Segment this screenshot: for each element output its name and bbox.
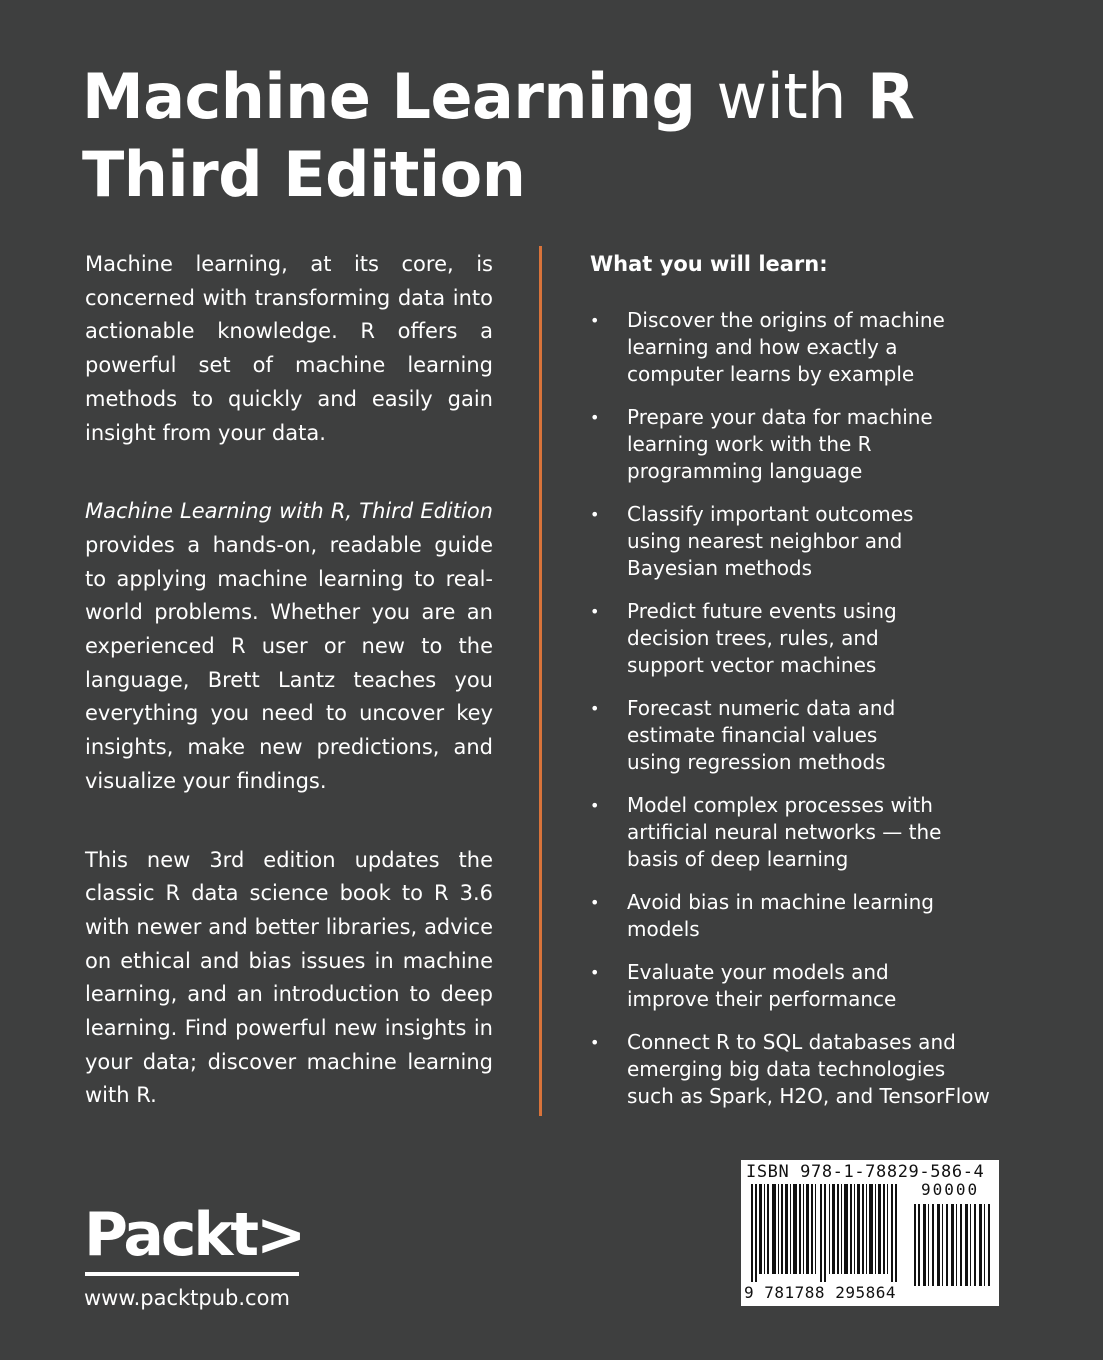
learn-item-line: Connect R to SQL databases and xyxy=(627,1030,956,1054)
barcode-icon xyxy=(751,1184,901,1286)
learn-item xyxy=(590,959,1060,1013)
learn-item xyxy=(590,307,1060,388)
learn-item-line: decision trees, rules, and xyxy=(627,626,879,650)
column-divider xyxy=(539,246,542,1116)
title-line-1 xyxy=(82,58,914,136)
barcode-digits: 9 781788 295864 xyxy=(741,1282,909,1304)
learn-item-line: Bayesian methods xyxy=(627,556,813,580)
learn-item-line: programming language xyxy=(627,459,863,483)
logo-underline xyxy=(85,1272,299,1276)
book-title-italic: Machine Learning with R, Third Edition xyxy=(85,499,493,524)
isbn-barcode xyxy=(741,1160,999,1306)
bullet-icon: • xyxy=(590,311,600,330)
learn-item-line: Model complex processes with xyxy=(627,793,933,817)
learn-item-line: support vector machines xyxy=(627,653,877,677)
learn-item-line: Predict future events using xyxy=(627,599,897,623)
title-with: with xyxy=(716,60,846,133)
learn-heading: What you will learn: xyxy=(590,252,828,276)
learn-item-line: Classify important outcomes xyxy=(627,502,914,526)
learn-item xyxy=(590,792,1060,873)
learn-item xyxy=(590,1029,1060,1110)
isbn-label: ISBN 978-1-78829-586-4 xyxy=(746,1162,985,1182)
bullet-icon: • xyxy=(590,1033,600,1052)
bullet-icon: • xyxy=(590,408,600,427)
isbn-addon-digits: 90000 xyxy=(921,1180,980,1199)
learn-item-line: using regression methods xyxy=(627,750,886,774)
description-paragraph-2 xyxy=(85,495,493,798)
learn-item-line: learning work with the R xyxy=(627,432,872,456)
learn-item-line: models xyxy=(627,917,700,941)
learn-item-line: learning and how exactly a xyxy=(627,335,898,359)
description-paragraph-3: This new 3rd edition updates the classic R data science book to R 3.6 with newer and better libraries, advice on ethical and bias issues in machine learning, and an introduction to deep learning. Find powerful new insights in your data; discover machine learning with R. xyxy=(85,847,493,1108)
title-main: Machine Learning xyxy=(82,60,696,133)
learn-item xyxy=(590,501,1060,582)
learn-item-line: Discover the origins of machine xyxy=(627,308,945,332)
learn-item-line: using nearest neighbor and xyxy=(627,529,903,553)
publisher-logo: Packt> xyxy=(84,1200,304,1270)
learn-item xyxy=(590,598,1060,679)
learn-item-line: Evaluate your models and xyxy=(627,960,889,984)
title-r: R xyxy=(867,60,915,133)
learn-item-line: computer learns by example xyxy=(627,362,915,386)
bullet-icon: • xyxy=(590,699,600,718)
bullet-icon: • xyxy=(590,505,600,524)
description-paragraph-1: Machine learning, at its core, is concerned with transforming data into actionable knowledge. R offers a powerful set of machine learning methods to quickly and easily gain insight from your data. xyxy=(85,252,493,445)
learn-item-line: emerging big data technologies xyxy=(627,1057,946,1081)
learn-item-line: basis of deep learning xyxy=(627,847,849,871)
barcode-addon-icon xyxy=(914,1204,994,1286)
title-edition: Third Edition xyxy=(82,138,526,211)
learn-item-line: Prepare your data for machine xyxy=(627,405,933,429)
learn-item xyxy=(590,404,1060,485)
learn-item xyxy=(590,695,1060,776)
learn-item-line: estimate financial values xyxy=(627,723,878,747)
publisher-url: www.packtpub.com xyxy=(84,1286,290,1310)
bullet-icon: • xyxy=(590,602,600,621)
bullet-icon: • xyxy=(590,963,600,982)
learn-item-line: artificial neural networks — the xyxy=(627,820,942,844)
book-description xyxy=(85,248,493,1113)
learn-item-line: Forecast numeric data and xyxy=(627,696,896,720)
bullet-icon: • xyxy=(590,796,600,815)
learn-item-line: Avoid bias in machine learning xyxy=(627,890,934,914)
learn-list xyxy=(590,307,1060,1126)
description-paragraph-2-text: provides a hands-on, readable guide to applying machine learning to real-world problems. Whether you are an experienced R user or new to the language, Brett Lantz teaches you everything you need to uncover key insights, make new predictions, and visualize your findings. xyxy=(85,532,493,793)
book-title xyxy=(82,58,914,214)
learn-item xyxy=(590,889,1060,943)
learn-item-line: improve their performance xyxy=(627,987,897,1011)
bullet-icon: • xyxy=(590,893,600,912)
learn-item-line: such as Spark, H2O, and TensorFlow xyxy=(627,1084,990,1108)
